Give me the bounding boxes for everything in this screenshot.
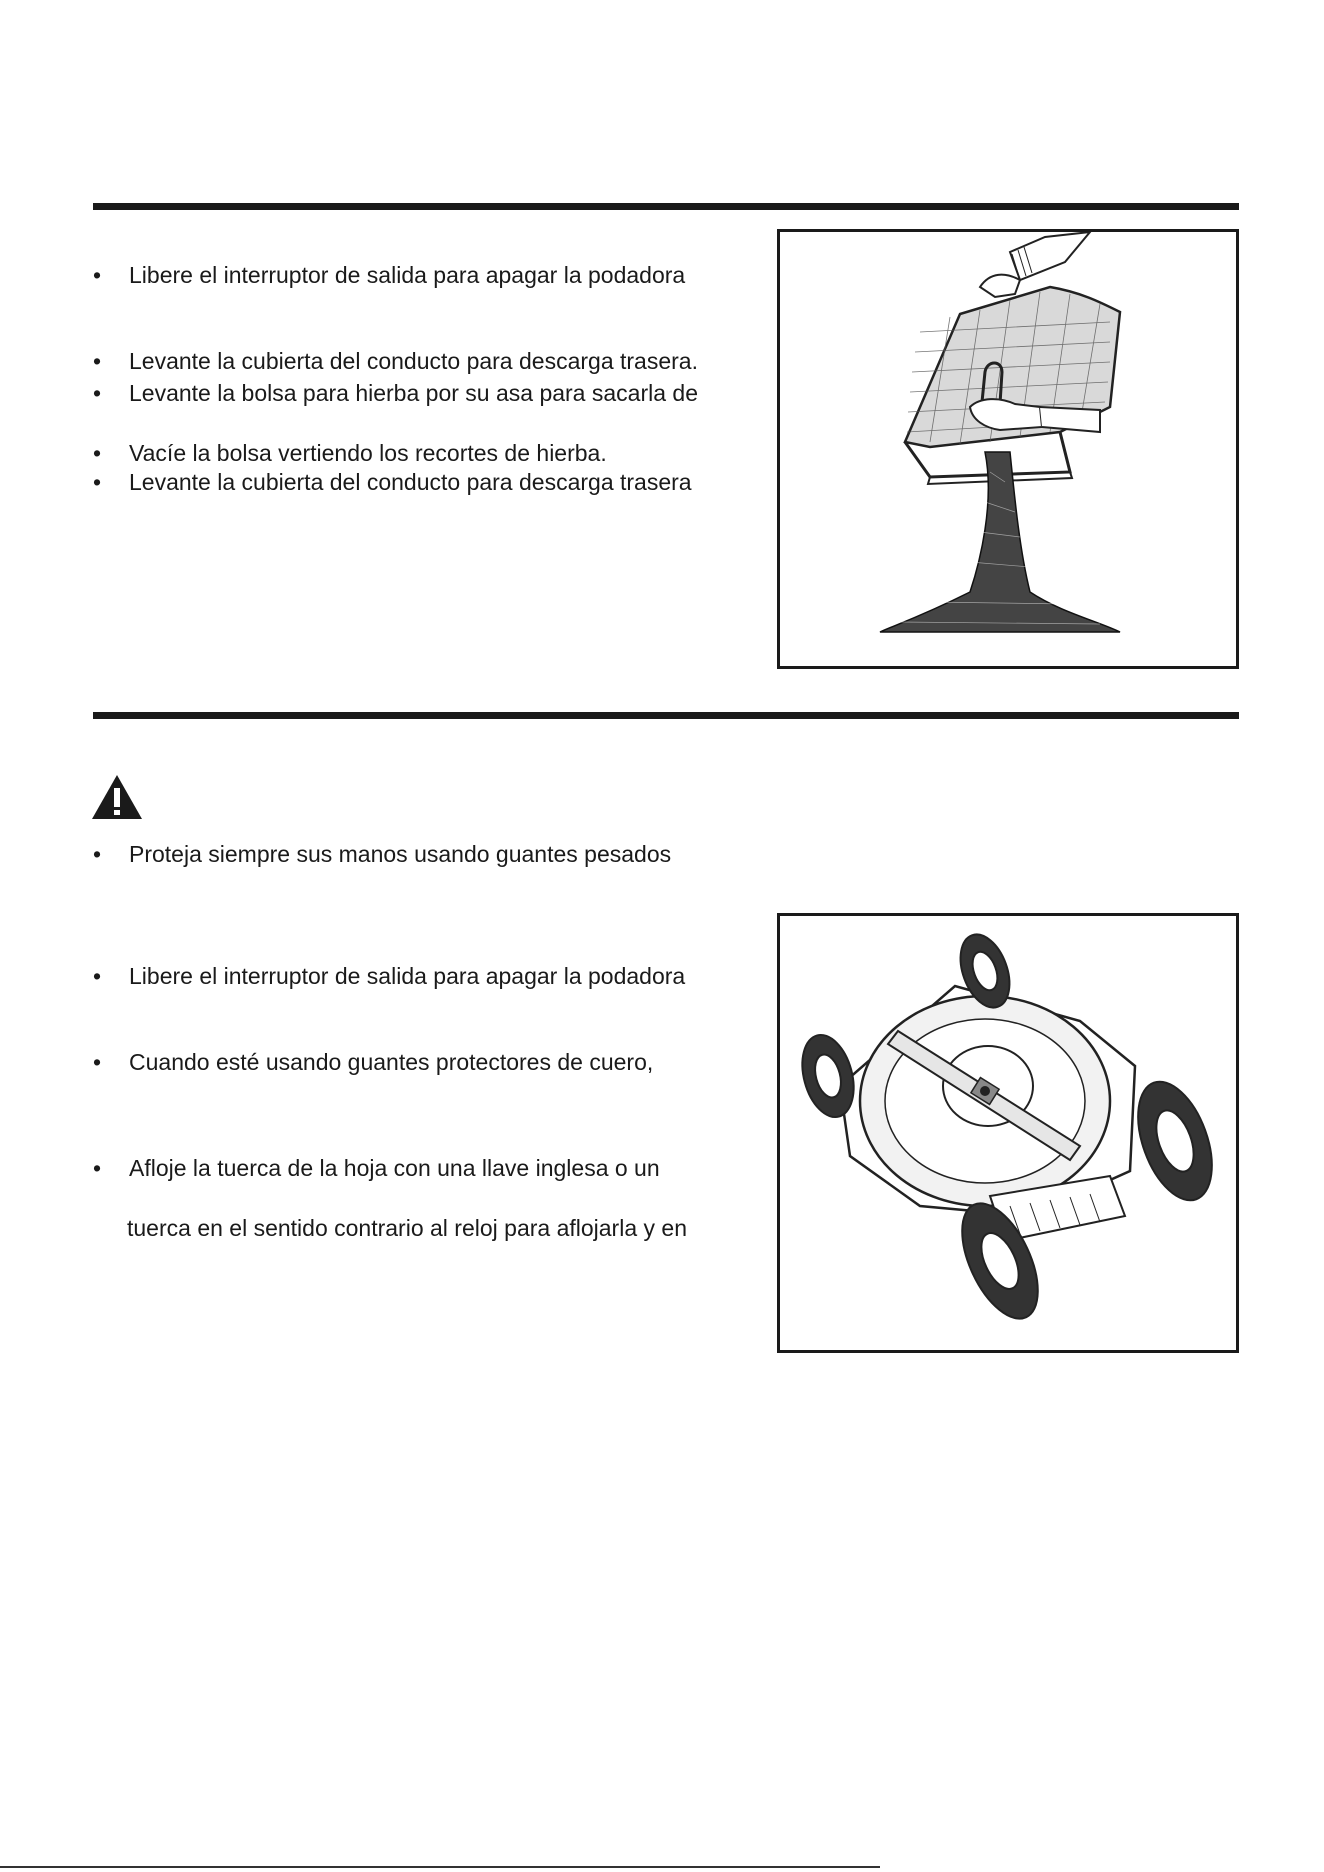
grass-bag-illustration [777,229,1239,669]
list-item-text: Libere el interruptor de salida para apagar la podadora [129,262,686,288]
list-item-text: Proteja siempre sus manos usando guantes pesados [129,841,672,867]
mower-underside-illustration [777,913,1239,1353]
bullet: • [93,469,102,495]
section-2-rule [93,712,1239,719]
bullet: • [93,1049,102,1075]
section-1-rule [93,203,1239,210]
grass-bag-drawing [780,232,1236,666]
list-item-text: Levante la cubierta del conducto para descarga trasera. [129,348,698,374]
footer-rule [0,1866,880,1868]
bullet: • [93,841,102,867]
bullet: • [93,1155,102,1181]
mower-underside-drawing [780,916,1236,1350]
list-item-text: Afloje la tuerca de la hoja con una llave inglesa o un [129,1155,660,1181]
list-item-continuation: tuerca en el sentido contrario al reloj para aflojarla y en [127,1215,687,1241]
list-item-text: Levante la cubierta del conducto para descarga trasera [129,469,692,495]
list-item-text: Vacíe la bolsa vertiendo los recortes de hierba. [129,440,607,466]
warning-triangle-icon [90,773,144,821]
bullet: • [93,380,102,406]
bullet: • [93,440,102,466]
list-item-text: Cuando esté usando guantes protectores de cuero, [129,1049,654,1075]
bullet: • [93,963,102,989]
list-item-text: Levante la bolsa para hierba por su asa para sacarla de [129,380,698,406]
bullet: • [93,348,102,374]
bullet: • [93,262,102,288]
list-item-text: Libere el interruptor de salida para apagar la podadora [129,963,686,989]
